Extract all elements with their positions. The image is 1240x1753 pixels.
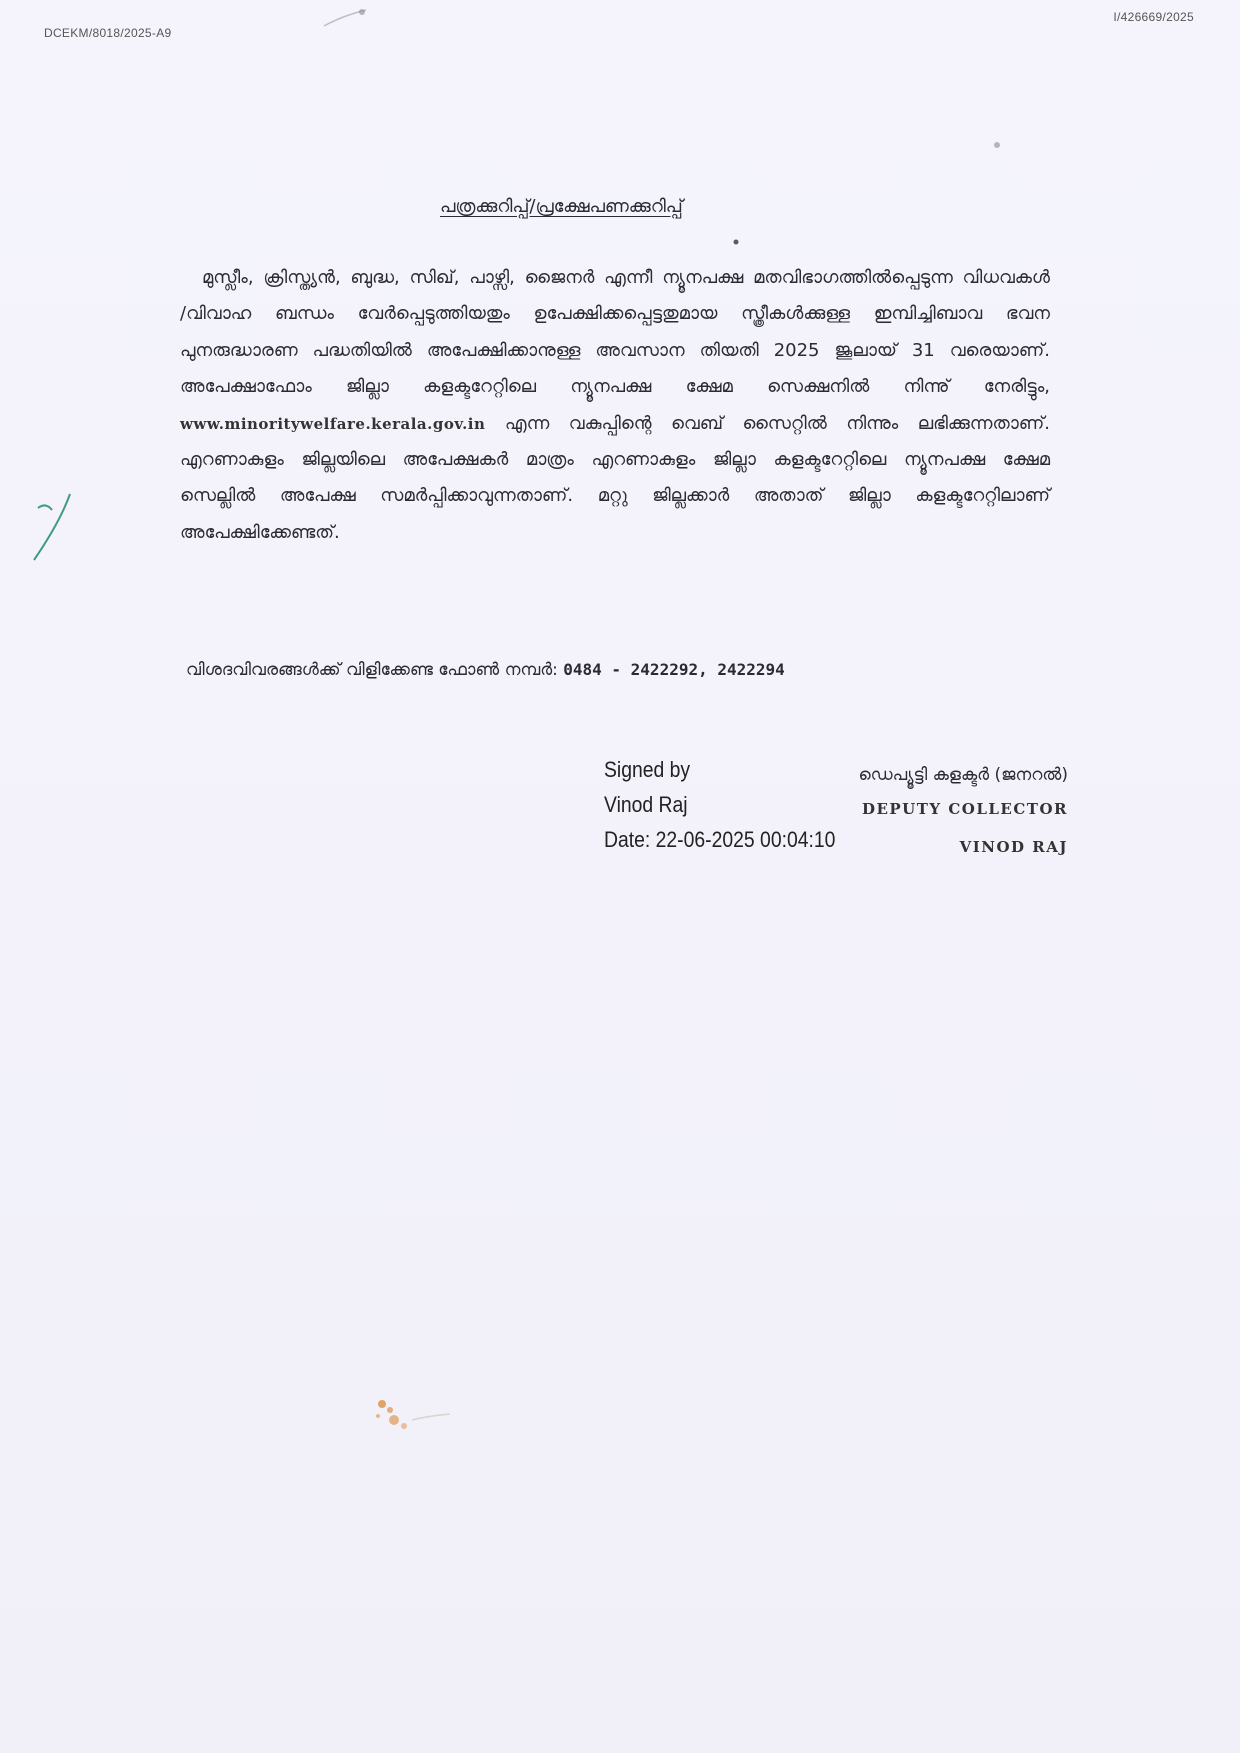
- officer-name: VINOD RAJ: [959, 838, 1068, 856]
- pen-mark: [30, 488, 80, 568]
- contact-line: [186, 660, 785, 680]
- designation-malayalam: ഡെപ്യൂട്ടി കളക്ടർ (ജനറൽ): [858, 765, 1068, 785]
- signature-line-2: Vinod Raj: [604, 792, 688, 817]
- paper-stain: [368, 1390, 458, 1440]
- body-part-2: എന്ന വകുപ്പിന്റെ വെബ് സൈറ്റിൽ നിന്നും ലഭിക്കുന്നതാണ്. എറണാകുളം ജില്ലയിലെ അപേക്ഷകർ മാത്രം എറണാകുളം ജില്ലാ കളക്ടറേറ്റിലെ ന്യൂനപക്ഷ ക്ഷേമ സെല്ലിൽ അപേക്ഷ സമർപ്പിക്കാവുന്നതാണ്. മറ്റു ജില്ലക്കാർ അതാത് ജില്ലാ കളക്ടറേറ്റിലാണ് അപേക്ഷിക്കേണ്ടത്.: [180, 412, 1050, 543]
- document-title: പത്രക്കുറിപ്പ്/പ്രക്ഷേപണക്കുറിപ്പ്: [440, 196, 683, 217]
- website-url: www.minoritywelfare.kerala.gov.in: [180, 414, 486, 433]
- contact-numbers: 0484 - 2422292, 2422294: [563, 660, 785, 679]
- designation-block: [780, 760, 1068, 866]
- file-reference-left: DCEKM/8018/2025-A9: [44, 26, 172, 40]
- paper-speck: [732, 238, 740, 246]
- paper-speck: [992, 140, 1002, 150]
- contact-label: വിശദവിവരങ്ങൾക്ക് വിളിക്കേണ്ട ഫോൺ നമ്പർ:: [186, 660, 558, 680]
- designation-english: DEPUTY COLLECTOR: [861, 800, 1068, 818]
- signature-line-1: Signed by: [604, 757, 691, 782]
- signature-line-3: Date: 22-06-2025 00:04:10: [604, 827, 836, 852]
- file-reference-right: I/426669/2025: [1113, 10, 1194, 24]
- body-part-1: മുസ്ലീം, ക്രിസ്ത്യൻ, ബുദ്ധ, സിഖ്, പാഴ്സി, ജൈനർ എന്നീ ന്യൂനപക്ഷ മതവിഭാഗത്തിൽപ്പെടുന്ന വിധവകൾ /വിവാഹ ബന്ധം വേർപ്പെടുത്തിയതും ഉപേക്ഷിക്കപ്പെട്ടതുമായ സ്ത്രീകൾക്കുള്ള ഇമ്പിച്ചിബാവ ഭവന പുനരുദ്ധാരണ പദ്ധതിയിൽ അപേക്ഷിക്കാനുള്ള അവസാന തിയതി 2025 ജൂലായ് 31 വരെയാണ്. അപേക്ഷാഫോം ജില്ലാ കളക്ടറേറ്റിലെ ന്യൂനപക്ഷ ക്ഷേമ സെക്ഷനിൽ നിന്നു് നേരിട്ടും,: [180, 267, 1051, 398]
- document-body: [180, 260, 1050, 551]
- paper-speck: [322, 6, 372, 30]
